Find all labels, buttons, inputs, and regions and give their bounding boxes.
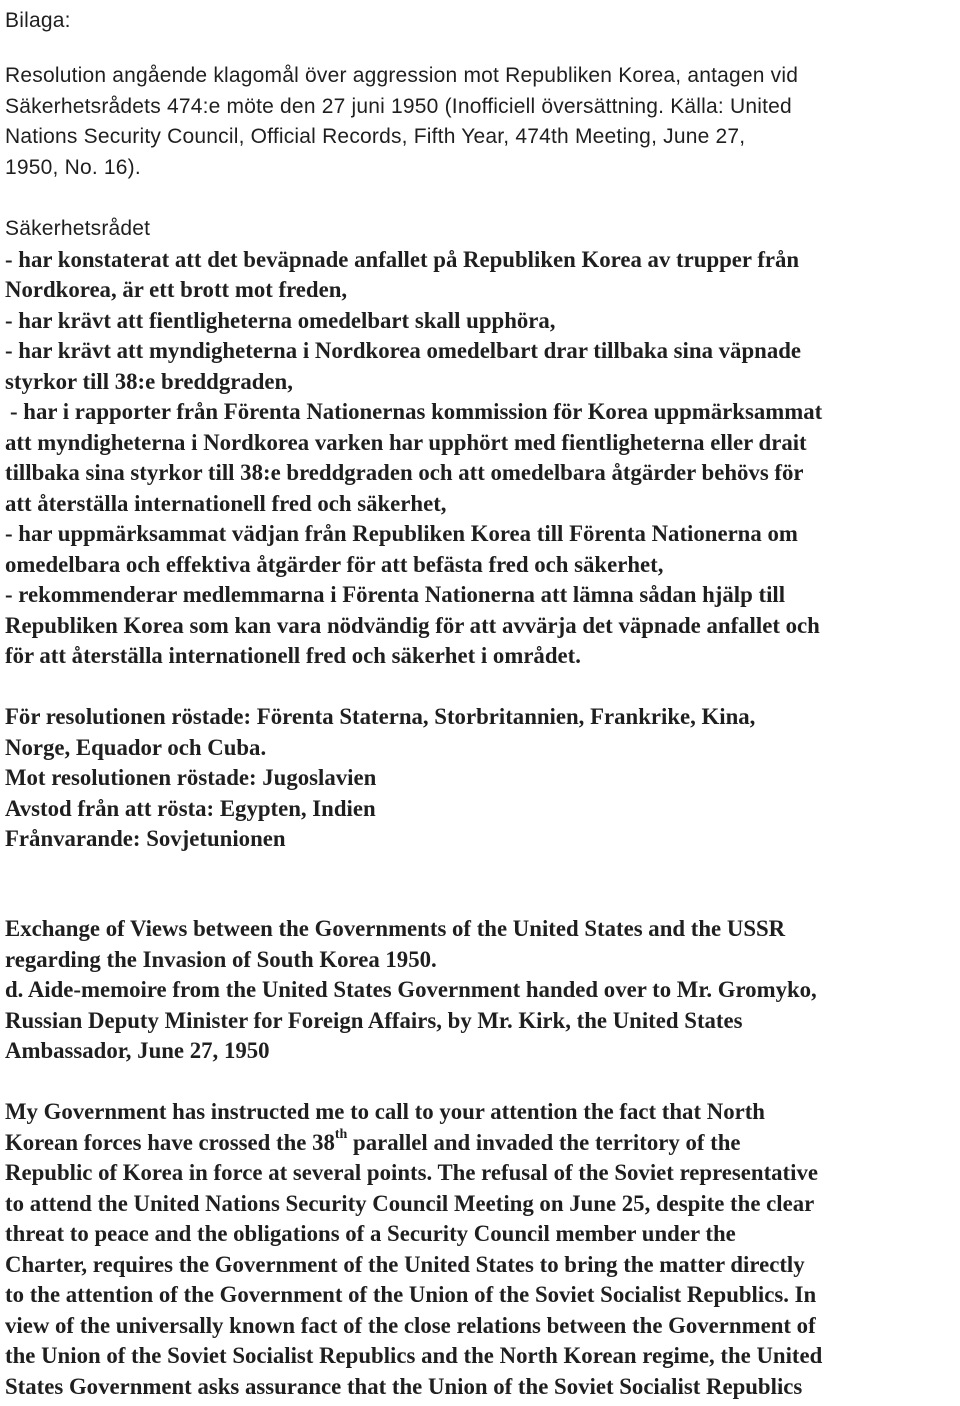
exchange-line: Russian Deputy Minister for Foreign Affairs, by Mr. Kirk, the United States [5, 1007, 743, 1033]
letter-line: threat to peace and the obligations of a Security Council member under the [5, 1221, 736, 1246]
exchange-line: Exchange of Views between the Governments of the United States and the USSR [5, 916, 786, 941]
vote-line: Frånvarande: Sovjetunionen [5, 826, 286, 851]
resolution-text [5, 214, 822, 672]
exchange-line: regarding the Invasion of South Korea 1950. [5, 946, 437, 972]
letter-line: view of the universally known fact of the close relations between the Government of [5, 1312, 816, 1338]
letter-line: My Government has instructed me to call to your attention the fact that North [5, 1099, 765, 1124]
resolution-line: för att återställa internationell fred och säkerhet i området. [5, 643, 581, 668]
intro-line: Resolution angående klagomål över aggression mot Republiken Korea, antagen vid [5, 64, 799, 87]
vote-line: Norge, Equador och Cuba. [5, 734, 267, 760]
letter-line: Charter, requires the Government of the United States to bring the matter directly [5, 1251, 805, 1277]
resolution-intro [5, 61, 798, 183]
resolution-title: Säkerhetsrådet [5, 217, 151, 240]
resolution-line: - har konstaterat att det beväpnade anfallet på Republiken Korea av trupper från [5, 246, 800, 272]
vote-line: Avstod från att rösta: Egypten, Indien [5, 795, 376, 821]
ordinal-superscript: th [334, 1126, 348, 1142]
attachment-label: Bilaga: [5, 9, 71, 32]
vote-line: Mot resolutionen röstade: Jugoslavien [5, 765, 377, 790]
letter-line-part: Korean forces have crossed the 38 [5, 1129, 335, 1155]
resolution-line: - har krävt att myndigheterna i Nordkorea omedelbart drar tillbaka sina väpnade [5, 338, 802, 363]
letter-line: the Union of the Soviet Socialist Republics and the North Korean regime, the United [5, 1343, 823, 1368]
resolution-line: - rekommenderar medlemmarna i Förenta Nationerna att lämna sådan hjälp till [5, 582, 786, 607]
letter-line-part: parallel and invaded the territory of the [347, 1129, 741, 1155]
intro-line: 1950, No. 16). [5, 155, 141, 179]
aide-memoire-body [5, 1097, 822, 1402]
resolution-line: - har i rapporter från Förenta Nationernas kommission för Korea uppmärksammat [10, 399, 823, 424]
resolution-line: Nordkorea, är ett brott mot freden, [5, 277, 348, 302]
resolution-line: styrkor till 38:e breddgraden, [5, 368, 293, 394]
letter-line: States Government asks assurance that the Union of the Soviet Socialist Republics [5, 1373, 803, 1399]
vote-record [5, 702, 755, 855]
exchange-line: Ambassador, June 27, 1950 [5, 1038, 270, 1063]
resolution-line: att återställa internationell fred och säkerhet, [5, 490, 447, 516]
exchange-heading [5, 914, 817, 1067]
resolution-line: tillbaka sina styrkor till 38:e breddgraden och att omedelbara åtgärder behövs för [5, 460, 804, 485]
letter-line: Republic of Korea in force at several points. The refusal of the Soviet representative [5, 1160, 818, 1185]
exchange-line: d. Aide-memoire from the United States Government handed over to Mr. Gromyko, [5, 977, 817, 1002]
resolution-line: - har krävt att fientligheterna omedelbart skall upphöra, [5, 307, 556, 333]
resolution-line: - har uppmärksammat vädjan från Republiken Korea till Förenta Nationerna om [5, 521, 798, 546]
intro-line: Säkerhetsrådets 474:e möte den 27 juni 1950 (Inofficiell översättning. Källa: United [5, 94, 792, 118]
vote-line: För resolutionen röstade: Förenta Staterna, Storbritannien, Frankrike, Kina, [5, 704, 756, 729]
intro-line: Nations Security Council, Official Records, Fifth Year, 474th Meeting, June 27, [5, 125, 746, 148]
letter-line: to attend the United Nations Security Council Meeting on June 25, despite the clear [5, 1190, 815, 1216]
resolution-line: Republiken Korea som kan vara nödvändig för att avvärja det väpnade anfallet och [5, 612, 820, 638]
letter-line [5, 1128, 822, 1159]
resolution-line: att myndigheterna i Nordkorea varken har upphört med fientligheterna eller drait [5, 429, 807, 455]
resolution-line: omedelbara och effektiva åtgärder för att befästa fred och säkerhet, [5, 551, 664, 577]
letter-line: to the attention of the Government of the Union of the Soviet Socialist Republics. In [5, 1282, 817, 1307]
